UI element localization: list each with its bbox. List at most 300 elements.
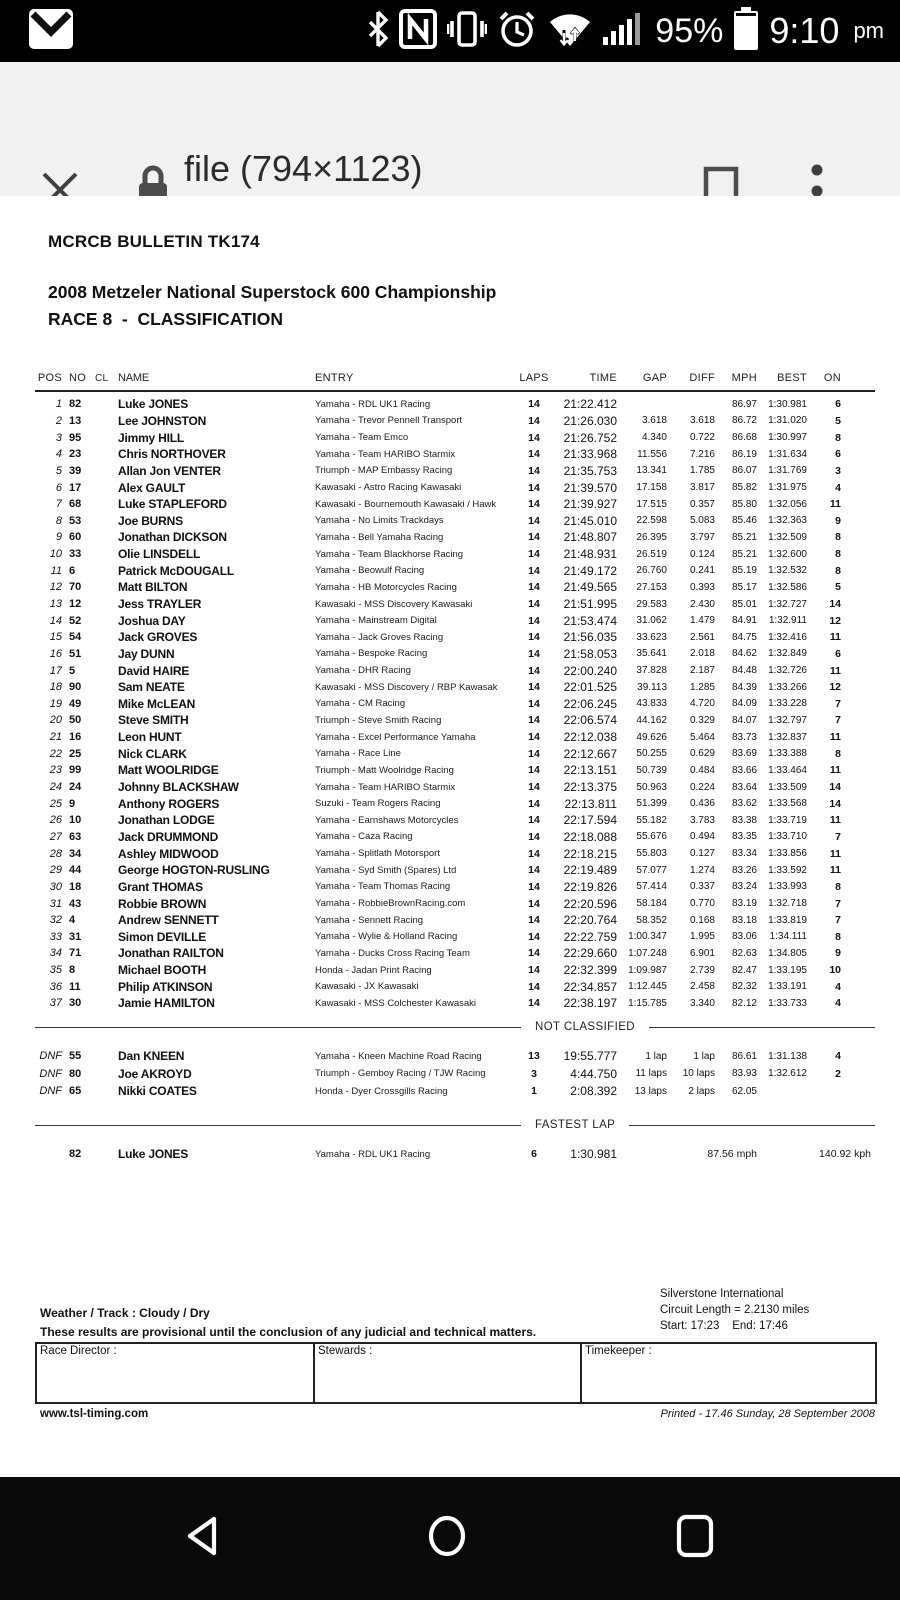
cell-laps: 14 (528, 498, 540, 511)
cell-name: Robbie BROWN (118, 896, 207, 911)
cell-name: Jack GROVES (118, 630, 198, 645)
cell-mph: 83.06 (731, 931, 757, 943)
wifi-icon (547, 8, 593, 55)
cell-on: 14 (829, 781, 841, 794)
table-header-row (35, 366, 875, 392)
cell-laps: 14 (528, 464, 540, 477)
cell-mph: 83.19 (731, 898, 757, 910)
cell-name: Jonathan DICKSON (118, 530, 227, 545)
header-pos: POS (37, 372, 62, 384)
cell-no: 4 (69, 914, 76, 927)
cell-pos: 11 (50, 564, 62, 577)
cell-entry: Honda - Jadan Print Racing (315, 964, 432, 976)
cell-on: 8 (835, 531, 841, 544)
cell-gap: 3.618 (641, 415, 667, 427)
cell-gap: 50.255 (636, 748, 667, 760)
cell-lap: 6 (531, 1148, 537, 1161)
cell-laps: 14 (528, 864, 540, 877)
result-row (35, 929, 875, 946)
cell-entry: Triumph - MAP Embassy Racing (315, 465, 453, 477)
cell-time: 22:22.759 (563, 929, 617, 944)
cell-diff: 0.722 (689, 432, 715, 444)
cell-best: 1:33.195 (768, 964, 807, 976)
cell-no: 60 (69, 531, 82, 544)
result-row (35, 729, 875, 746)
cell-entry: Yamaha - Race Line (315, 748, 401, 760)
cell-diff: 3.817 (689, 482, 715, 494)
cell-best: 1:33.733 (768, 997, 807, 1009)
cell-mph: 84.48 (731, 665, 757, 677)
cell-diff: 5.083 (689, 515, 715, 527)
cell-no: 33 (69, 548, 82, 561)
result-row (35, 779, 875, 796)
cell-entry: Yamaha - RDL UK1 Racing (315, 1148, 431, 1160)
cell-on: 8 (835, 564, 841, 577)
cell-mph: 82.47 (731, 964, 757, 976)
cell-time: 22:29.660 (563, 946, 617, 961)
header-gap: GAP (642, 372, 667, 384)
result-row (35, 1083, 875, 1101)
cell-gap: 37.828 (636, 665, 667, 677)
cell-best: 1:30.981 (768, 398, 807, 410)
cell-no: 10 (69, 814, 82, 827)
cell-mph: 84.62 (731, 648, 757, 660)
cell-mph: 62.05 (731, 1085, 757, 1097)
cell-best: 1:33.266 (768, 681, 807, 693)
cell-time: 21:22.412 (563, 397, 617, 412)
cell-no: 11 (69, 980, 81, 993)
cell-diff: 2.430 (689, 598, 715, 610)
cell-best: 1:32.726 (768, 665, 807, 677)
cell-mph: 83.62 (731, 798, 757, 810)
cell-mph: 86.19 (731, 448, 757, 460)
cell-gap: 13.341 (636, 465, 667, 477)
result-row (35, 529, 875, 546)
cell-gap: 4.340 (641, 432, 667, 444)
cell-pos: 37 (49, 997, 62, 1010)
cell-mph: 83.35 (731, 831, 757, 843)
cell-name: Chris NORTHOVER (118, 447, 226, 462)
cell-mph: 83.26 (731, 864, 757, 876)
cell-no: 17 (69, 481, 82, 494)
cell-diff: 7.216 (689, 448, 715, 460)
cell-best: 1:33.719 (768, 814, 807, 826)
cell-gap: 55.803 (636, 848, 667, 860)
cell-best: 1:33.568 (768, 798, 807, 810)
cell-on: 8 (835, 747, 841, 760)
cell-no: 39 (69, 464, 82, 477)
cell-laps: 14 (528, 830, 540, 843)
circuit-info (660, 1286, 809, 1334)
cell-on: 6 (835, 398, 841, 411)
cell-mph: 85.21 (731, 531, 757, 543)
cell-pos: 30 (49, 880, 62, 893)
cell-name: Luke JONES (118, 397, 189, 412)
table-body (35, 396, 875, 1012)
divider-line (649, 1026, 875, 1028)
cell-no: 12 (69, 598, 82, 610)
result-row (35, 479, 875, 496)
cell-gap: 1:09.987 (628, 964, 667, 976)
cell-laps: 14 (528, 997, 540, 1010)
fastest-lap-divider (35, 1110, 875, 1140)
provisional-note: These results are provisional until the conclusion of any judicial and technical matters. (40, 1325, 537, 1339)
cell-best: 1:33.464 (768, 764, 807, 776)
cell-diff: 0.337 (689, 881, 715, 893)
cell-time: 21:33.968 (563, 447, 617, 462)
cell-laps: 14 (528, 631, 540, 644)
alarm-icon (497, 9, 537, 54)
cell-no: 53 (69, 514, 82, 527)
cell-best: 1:31.975 (768, 482, 807, 494)
result-row (35, 696, 875, 713)
cell-pos: 34 (49, 947, 62, 960)
status-bar (0, 0, 900, 62)
cell-best: 1:32.509 (768, 531, 807, 543)
cell-time: 22:00.240 (563, 663, 617, 678)
result-row (35, 679, 875, 696)
cell-time: 22:12.667 (563, 746, 617, 761)
result-row (35, 429, 875, 446)
result-row (35, 845, 875, 862)
result-row (35, 496, 875, 513)
result-row (35, 879, 875, 896)
cell-time: 21:39.927 (563, 497, 617, 512)
cell-pos: 2 (55, 414, 62, 427)
cell-no: 24 (69, 781, 82, 794)
cell-laps: 14 (528, 647, 540, 660)
cell-on: 11 (829, 498, 841, 511)
cell-mph: 83.69 (731, 748, 757, 760)
result-row (35, 646, 875, 663)
cell-mph: 84.39 (731, 681, 757, 693)
cell-gap: 55.676 (636, 831, 667, 843)
cell-diff: 0.357 (689, 498, 715, 510)
cell-mph: 85.19 (731, 565, 757, 577)
cell-pos: 32 (49, 914, 62, 927)
cell-laps: 13 (528, 1050, 540, 1063)
cell-on: 6 (835, 448, 841, 461)
back-icon[interactable] (185, 1514, 219, 1563)
cell-no: 70 (69, 581, 82, 594)
cell-no: 5 (69, 664, 76, 677)
cell-time: 21:26.752 (563, 430, 617, 445)
cell-on: 7 (835, 697, 841, 710)
cell-on: 5 (835, 414, 841, 427)
cell-mph: 84.07 (731, 714, 757, 726)
cell-diff: 1.785 (689, 465, 715, 477)
cell-name: George HOGTON-RUSLING (118, 863, 270, 878)
cell-entry: Triumph - Matt Woolridge Racing (315, 764, 454, 776)
cell-entry: Yamaha - No Limits Trackdays (315, 515, 444, 527)
fastest-lap-row (35, 1144, 875, 1164)
cell-mph: 86.72 (731, 415, 757, 427)
cell-best: 1:32.718 (768, 898, 807, 910)
cell-mph: 84.09 (731, 698, 757, 710)
cell-best: 1:33.819 (768, 914, 807, 926)
cell-pos: 36 (49, 980, 62, 993)
vibrate-icon (447, 9, 487, 54)
result-row (35, 945, 875, 962)
cell-on: 8 (835, 930, 841, 943)
cell-entry: Yamaha - Bespoke Racing (315, 648, 428, 660)
dnf-rows (35, 1048, 875, 1101)
cell-gap: 1:15.785 (628, 997, 667, 1009)
cell-pos: 27 (49, 830, 62, 843)
cell-laps: 14 (528, 614, 540, 627)
cell-mph: 83.18 (731, 914, 757, 926)
cell-entry: Honda - Dyer Crossgills Racing (315, 1085, 448, 1097)
cell-diff: 2.739 (689, 964, 715, 976)
cell-time: 22:17.594 (563, 813, 617, 828)
cell-pos: 26 (49, 814, 62, 827)
cell-laps: 14 (528, 531, 540, 544)
cell-mph: 86.97 (731, 398, 757, 410)
cell-diff: 3.618 (689, 415, 715, 427)
cell-on: 7 (835, 914, 841, 927)
divider-line (35, 1026, 521, 1028)
cell-pos: 18 (49, 681, 62, 694)
cell-no: 31 (69, 930, 82, 943)
cell-entry: Yamaha - Team Emco (315, 432, 409, 444)
cell-diff: 0.168 (689, 914, 715, 926)
cell-time: 22:19.489 (563, 863, 617, 878)
cell-laps: 14 (528, 431, 540, 444)
cell-name: Jack DRUMMOND (118, 829, 219, 844)
cell-best: 1:31.769 (768, 465, 807, 477)
cell-time: 22:18.215 (563, 846, 617, 861)
cell-diff: 1 lap (693, 1050, 715, 1062)
cell-laps: 14 (528, 930, 540, 943)
cell-on: 14 (829, 797, 841, 810)
home-icon[interactable] (425, 1514, 469, 1563)
cell-no: 43 (69, 897, 82, 910)
cell-on: 5 (835, 581, 841, 594)
cell-time: 22:13.375 (563, 780, 617, 795)
cell-diff: 4.720 (689, 698, 715, 710)
cell-pos: 17 (49, 664, 62, 677)
cell-laps: 14 (528, 481, 540, 494)
battery-percent: 95% (655, 11, 724, 50)
cell-laps: 14 (528, 964, 540, 977)
cell-time: 4:44.750 (570, 1066, 617, 1081)
cell-name: Joe AKROYD (118, 1066, 192, 1081)
cell-name: Anthony ROGERS (118, 796, 220, 811)
cell-name: Matt WOOLRIDGE (118, 763, 219, 778)
cell-diff: 1.274 (689, 864, 715, 876)
cell-time: 21:49.172 (563, 563, 617, 578)
cell-best: 1:30.997 (768, 432, 807, 444)
cell-gap: 39.113 (637, 681, 667, 693)
cell-mph: 86.07 (731, 465, 757, 477)
header-diff: DIFF (689, 372, 715, 384)
cell-entry: Yamaha - Mainstream Digital (315, 615, 437, 627)
cell-time: 21:48.931 (563, 547, 617, 562)
result-row (35, 795, 875, 812)
cell-no: 6 (69, 564, 76, 577)
result-row (35, 812, 875, 829)
cell-laps: 14 (528, 398, 540, 411)
cell-best: 1:32.586 (768, 581, 807, 593)
cell-entry: Yamaha - Jack Groves Racing (315, 631, 444, 643)
cell-entry: Yamaha - Earnshaws Motorcycles (315, 814, 459, 826)
result-row (35, 562, 875, 579)
cell-laps: 14 (528, 747, 540, 760)
cell-on: 9 (835, 947, 841, 960)
cell-diff: 1.479 (689, 615, 715, 627)
cell-time: 22:20.596 (563, 896, 617, 911)
cell-diff: 0.127 (689, 848, 715, 860)
cell-gap: 50.739 (636, 764, 667, 776)
cell-gap: 27.153 (636, 581, 667, 593)
cell-time: 21:58.053 (563, 646, 617, 661)
cell-name: Dan KNEEN (118, 1049, 185, 1064)
cell-gap: 11 laps (635, 1068, 667, 1080)
result-row (35, 446, 875, 463)
header-laps: LAPS (519, 372, 549, 384)
bluetooth-icon (367, 9, 389, 54)
cell-name: Patrick McDOUGALL (118, 563, 234, 578)
cell-diff: 0.224 (689, 781, 715, 793)
cell-name: Leon HUNT (118, 730, 182, 745)
cell-name: Jay DUNN (118, 646, 175, 661)
cell-name: Simon DEVILLE (118, 929, 207, 944)
cell-diff: 2.561 (689, 631, 715, 643)
cell-mph: 87.56 mph (707, 1148, 757, 1161)
cell-name: Jonathan LODGE (118, 813, 215, 828)
fastest-lap-label: FASTEST LAP (535, 1119, 616, 1132)
cell-name: Andrew SENNETT (118, 913, 219, 928)
cell-best: 1:33.191 (768, 981, 807, 993)
header-best: BEST (777, 372, 807, 384)
header-time: TIME (589, 372, 617, 384)
cell-best: 1:33.993 (768, 881, 807, 893)
cell-laps: 14 (528, 781, 540, 794)
cell-entry: Yamaha - DHR Racing (315, 665, 411, 677)
cell-laps: 14 (528, 697, 540, 710)
cell-pos: 13 (49, 598, 62, 610)
cell-entry: Triumph - Steve Smith Racing (315, 714, 442, 726)
android-navbar (0, 1477, 900, 1600)
cell-mph: 82.63 (731, 947, 757, 959)
cell-pos: 14 (49, 614, 62, 627)
race-title: RACE 8 - CLASSIFICATION (48, 309, 283, 329)
cell-name: Jimmy HILL (118, 430, 185, 445)
cell-laps: 3 (531, 1067, 537, 1080)
cell-laps: 14 (528, 414, 540, 427)
result-row (35, 629, 875, 646)
footer-site: www.tsl-timing.com (40, 1408, 149, 1420)
cell-gap: 17.158 (636, 482, 667, 494)
cell-mph: 83.93 (731, 1068, 757, 1080)
cell-entry: Yamaha - Caza Racing (315, 831, 413, 843)
cell-pos: 20 (49, 714, 62, 727)
cell-entry: Yamaha - HB Motorcycles Racing (315, 581, 457, 593)
cell-entry: Yamaha - Beowulf Racing (315, 565, 425, 577)
cell-entry: Yamaha - Kneen Machine Road Racing (315, 1050, 482, 1062)
cell-gap: 51.399 (636, 798, 667, 810)
cell-best: 1:32.911 (768, 615, 807, 627)
cell-pos: DNF (39, 1050, 62, 1063)
footer-printed: Printed - 17.46 Sunday, 28 September 2008 (660, 1408, 875, 1420)
cell-gap: 50.963 (636, 781, 667, 793)
cell-best: 1:33.856 (768, 848, 807, 860)
cell-pos: 23 (49, 764, 62, 777)
result-row (35, 895, 875, 912)
cell-name: Steve SMITH (118, 713, 189, 728)
weather-track: Weather / Track : Cloudy / Dry (40, 1306, 210, 1320)
cell-no: 90 (69, 681, 82, 694)
cell-laps: 14 (528, 581, 540, 594)
cell-laps: 14 (528, 880, 540, 893)
cell-no: 13 (69, 414, 82, 427)
cell-on: 10 (829, 964, 841, 977)
cell-pos: 21 (49, 731, 62, 744)
cell-on: 11 (829, 847, 841, 860)
cell-best: 1:32.056 (768, 498, 807, 510)
cell-on: 11 (829, 814, 841, 827)
cell-diff: 0.629 (689, 748, 715, 760)
cell-pos: 19 (49, 697, 62, 710)
cell-name: Alex GAULT (118, 480, 186, 495)
cell-pos: 9 (55, 531, 62, 544)
cell-no: 63 (69, 830, 82, 843)
cell-on: 7 (835, 714, 841, 727)
cell-on: 4 (835, 481, 841, 494)
cell-on: 4 (835, 1050, 841, 1063)
cell-diff: 10 laps (682, 1068, 715, 1080)
cell-mph: 85.01 (731, 598, 757, 610)
cell-diff: 5.464 (689, 731, 715, 743)
cell-entry: Yamaha - CM Racing (315, 698, 406, 710)
cell-best: 1:32.797 (768, 714, 807, 726)
cell-entry: Yamaha - Bell Yamaha Racing (315, 531, 444, 543)
cell-diff: 0.770 (689, 898, 715, 910)
result-row (35, 862, 875, 879)
cell-name: Joshua DAY (118, 613, 186, 628)
cell-mph: 85.21 (731, 548, 757, 560)
cell-no: 49 (69, 697, 82, 710)
cell-mph: 83.38 (731, 814, 757, 826)
cell-best: 1:32.612 (768, 1068, 807, 1080)
cell-gap: 58.352 (636, 914, 667, 926)
result-row (35, 1065, 875, 1083)
cell-name: Jonathan RAILTON (118, 946, 224, 961)
cell-time: 21:56.035 (563, 630, 617, 645)
cell-gap: 44.162 (636, 714, 667, 726)
cell-mph: 83.66 (731, 764, 757, 776)
clock-ampm: pm (853, 18, 884, 43)
cell-time: 21:48.807 (563, 530, 617, 545)
cell-no: 80 (69, 1067, 82, 1080)
recents-icon[interactable] (675, 1514, 715, 1563)
signature-table (35, 1342, 877, 1404)
cell-entry: Kawasaki - Bournemouth Kawasaki / Hawk (315, 498, 497, 510)
cell-entry: Yamaha - Team HARIBO Starmix (315, 781, 456, 793)
cell-gap: 11.556 (637, 448, 667, 460)
result-row (35, 546, 875, 563)
cell-on: 11 (829, 664, 841, 677)
cell-mph: 83.34 (731, 848, 757, 860)
cell-name: Mike McLEAN (118, 696, 196, 711)
cell-pos: 1 (55, 398, 62, 411)
cell-entry: Kawasaki - JX Kawasaki (315, 981, 419, 993)
cell-time: 22:12.038 (563, 730, 617, 745)
cell-diff: 0.329 (689, 714, 715, 726)
cell-mph: 85.80 (731, 498, 757, 510)
cell-no: 54 (69, 631, 82, 644)
cell-no: 23 (69, 448, 82, 461)
